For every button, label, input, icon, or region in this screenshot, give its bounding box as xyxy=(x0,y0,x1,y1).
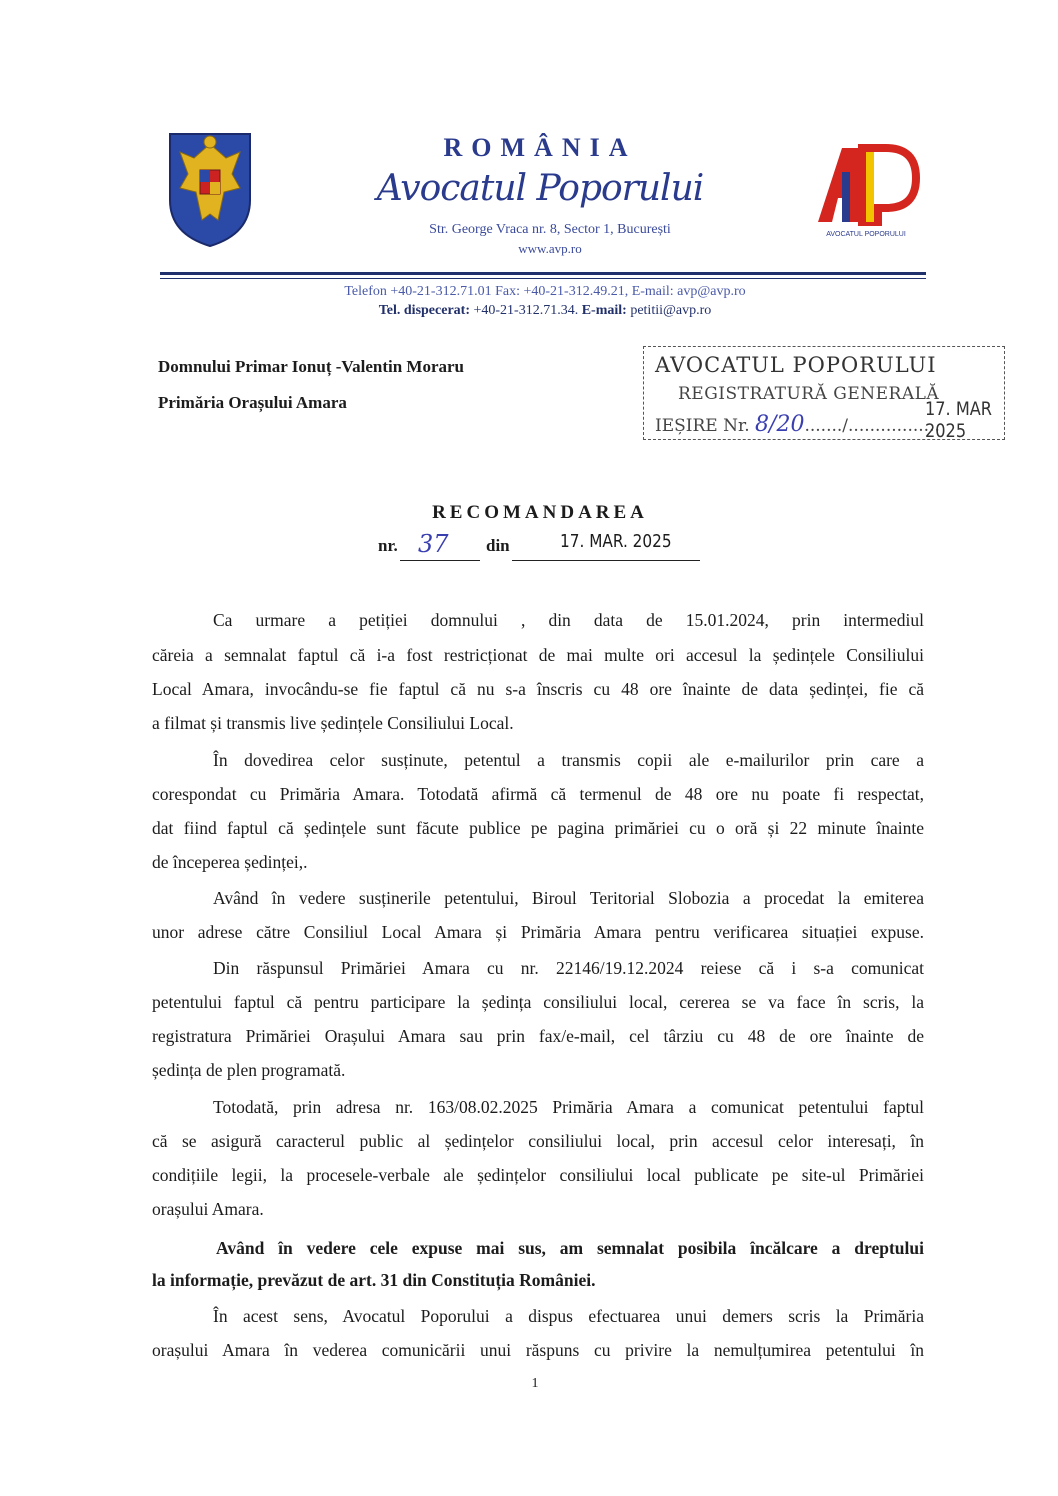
body-line: Din răspunsul Primăriei Amara cu nr. 22146/19.12.2024 reiese că i s-a comunicat xyxy=(213,958,924,978)
body-line: petentului faptul că pentru participare la ședința consiliului local, cererea se va face în scris, la xyxy=(152,992,924,1012)
body-line: a filmat și transmis live ședințele Consiliului Local. xyxy=(152,713,514,733)
recommendation-number: 37 xyxy=(418,530,449,558)
stamp-registry: REGISTRATURĂ GENERALĂ xyxy=(678,384,940,404)
institution-website: www.avp.ro xyxy=(518,241,582,256)
body-line-emphasis: Având în vedere cele expuse mai sus, am semnalat posibila încălcare a dreptului xyxy=(216,1238,924,1258)
body-line: dat fiind faptul că ședințele sunt făcute publice pe pagina primăriei cu o oră și 22 minute înainte xyxy=(152,818,924,838)
dispatcher-phone: +40-21-312.71.34. xyxy=(469,303,582,318)
country-name: ROMÂNIA xyxy=(443,133,637,162)
body-line: Totodată, prin adresa nr. 163/08.02.2025 Primăria Amara a comunicat petentului faptul xyxy=(213,1097,924,1117)
nr-label: nr. xyxy=(378,536,398,555)
nr-underline xyxy=(400,560,480,561)
body-line: ședința de plen programată. xyxy=(152,1060,346,1080)
stamp-handwritten-number: 8/20 xyxy=(755,412,805,437)
institution-address: Str. George Vraca nr. 8, Sector 1, București xyxy=(429,222,671,237)
logo-caption: AVOCATUL POPORULUI xyxy=(826,231,906,238)
email-label: E-mail: xyxy=(581,303,627,318)
body-line: În dovedirea celor susținute, petentul a transmis copii ale e-mailurilor prin care a xyxy=(213,750,924,770)
coat-of-arms-emblem xyxy=(166,130,254,248)
petition-email: petitii@avp.ro xyxy=(626,303,712,318)
body-line: Ca urmare a petiției domnului , din data de 15.01.2024, prin intermediul xyxy=(213,610,924,630)
contact-line-2 xyxy=(200,303,890,319)
page-number: 1 xyxy=(531,1376,539,1391)
stamp-exit-label: IEȘIRE Nr. xyxy=(655,416,756,436)
body-line: condițiile legii, la procesele-verbale ale ședințelor consiliului local publicate pe site-ul Primăriei xyxy=(152,1165,924,1185)
header-divider xyxy=(160,272,926,275)
avp-logo xyxy=(812,142,920,240)
body-line: În acest sens, Avocatul Poporului a dispus efectuarea unui demers scris la Primăria xyxy=(213,1306,924,1326)
body-line: corespondat cu Primăria Amara. Totodată afirmă că termenul de 48 ore nu poate fi respectat, xyxy=(152,784,924,804)
body-line: căreia a semnalat faptul că i-a fost restricționat de mai multe ori accesul la ședințele Consiliului xyxy=(152,645,924,665)
body-line: orașului Amara. xyxy=(152,1199,264,1219)
dispatcher-label: Tel. dispecerat: xyxy=(378,303,470,318)
recipient-name: Domnului Primar Ionuț -Valentin Moraru xyxy=(158,357,465,376)
stamp-institution: AVOCATUL POPORULUI xyxy=(655,353,937,377)
date-underline xyxy=(512,560,700,561)
body-line: registratura Primăriei Orașului Amara sau prin fax/e-mail, cel târziu cu 48 de ore înainte de xyxy=(152,1026,924,1046)
institution-name: Avocatul Poporului xyxy=(376,168,704,209)
body-line: Având în vedere susținerile petentului, Biroul Teritorial Slobozia a procedat la emiterea xyxy=(213,888,924,908)
din-label: din xyxy=(486,536,510,555)
stamp-dots: ......./................. xyxy=(804,416,940,436)
body-line: de începerea ședinței,. xyxy=(152,852,308,872)
document-title: RECOMANDAREA xyxy=(432,502,648,523)
stamp-date: 17. MAR 2025 xyxy=(925,398,993,442)
stamp-exit-number xyxy=(655,412,940,437)
header-divider-thin xyxy=(160,278,926,279)
body-line: că se asigură caracterul public al ședințelor consiliului local, prin accesul celor interesați, în xyxy=(152,1131,924,1151)
body-line: Local Amara, invocându-se fie faptul că nu s-a înscris cu 48 ore înainte de data ședinței, fie că xyxy=(152,679,924,699)
recipient-institution: Primăria Orașului Amara xyxy=(158,393,347,412)
body-line-emphasis: la informație, prevăzut de art. 31 din Constituția României. xyxy=(152,1270,596,1290)
recommendation-date: 17. MAR. 2025 xyxy=(560,531,672,552)
contact-line-1: Telefon +40-21-312.71.01 Fax: +40-21-312.49.21, E-mail: avp@avp.ro xyxy=(344,284,746,299)
body-line: unor adrese către Consiliul Local Amara și Primăria Amara pentru verificarea situației expuse. xyxy=(152,922,924,942)
body-line: orașului Amara în vederea comunicării unui răspuns cu privire la nemulțumirea petentului în xyxy=(152,1340,924,1360)
